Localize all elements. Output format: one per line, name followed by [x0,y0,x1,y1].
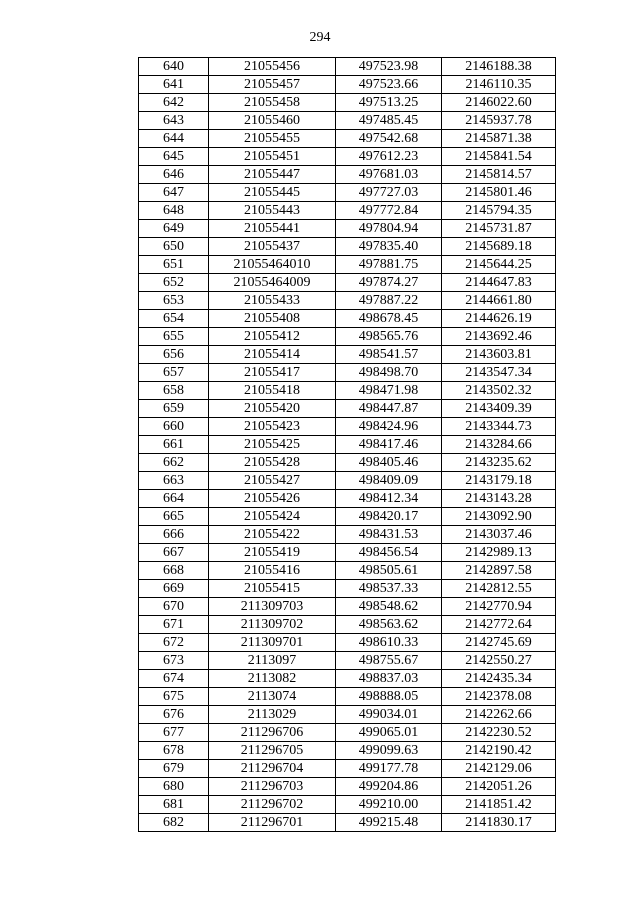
point-number-cell: 682 [139,814,209,832]
point-number-cell: 643 [139,112,209,130]
point-number-cell: 677 [139,724,209,742]
y-coordinate-cell: 2143603.81 [442,346,556,364]
point-id-cell: 211296702 [209,796,336,814]
table-row [139,94,556,112]
y-coordinate-cell: 2143409.39 [442,400,556,418]
table-row [139,418,556,436]
point-number-cell: 650 [139,238,209,256]
point-id-cell: 21055412 [209,328,336,346]
point-id-cell: 21055420 [209,400,336,418]
y-coordinate-cell: 2145794.35 [442,202,556,220]
point-id-cell: 21055414 [209,346,336,364]
table-row [139,166,556,184]
point-id-cell: 211309702 [209,616,336,634]
y-coordinate-cell: 2145644.25 [442,256,556,274]
point-id-cell: 21055426 [209,490,336,508]
y-coordinate-cell: 2145689.18 [442,238,556,256]
point-number-cell: 672 [139,634,209,652]
y-coordinate-cell: 2146188.38 [442,58,556,76]
point-number-cell: 661 [139,436,209,454]
table-row [139,256,556,274]
x-coordinate-cell: 498755.67 [336,652,442,670]
x-coordinate-cell: 499034.01 [336,706,442,724]
point-id-cell: 21055427 [209,472,336,490]
x-coordinate-cell: 498837.03 [336,670,442,688]
point-number-cell: 647 [139,184,209,202]
point-id-cell: 21055428 [209,454,336,472]
table-row [139,634,556,652]
y-coordinate-cell: 2144647.83 [442,274,556,292]
table-row [139,292,556,310]
point-id-cell: 21055423 [209,418,336,436]
point-id-cell: 21055464009 [209,274,336,292]
x-coordinate-cell: 497881.75 [336,256,442,274]
point-id-cell: 21055441 [209,220,336,238]
y-coordinate-cell: 2145801.46 [442,184,556,202]
x-coordinate-cell: 498417.46 [336,436,442,454]
point-number-cell: 640 [139,58,209,76]
x-coordinate-cell: 497804.94 [336,220,442,238]
point-id-cell: 21055415 [209,580,336,598]
y-coordinate-cell: 2142770.94 [442,598,556,616]
y-coordinate-cell: 2143344.73 [442,418,556,436]
x-coordinate-cell: 498565.76 [336,328,442,346]
point-number-cell: 654 [139,310,209,328]
point-number-cell: 659 [139,400,209,418]
point-id-cell: 21055437 [209,238,336,256]
y-coordinate-cell: 2144661.80 [442,292,556,310]
y-coordinate-cell: 2143143.28 [442,490,556,508]
table-row [139,238,556,256]
x-coordinate-cell: 497485.45 [336,112,442,130]
y-coordinate-cell: 2142262.66 [442,706,556,724]
point-id-cell: 21055416 [209,562,336,580]
x-coordinate-cell: 497835.40 [336,238,442,256]
point-id-cell: 2113074 [209,688,336,706]
y-coordinate-cell: 2142435.34 [442,670,556,688]
y-coordinate-cell: 2142812.55 [442,580,556,598]
point-id-cell: 21055418 [209,382,336,400]
point-number-cell: 655 [139,328,209,346]
point-number-cell: 674 [139,670,209,688]
point-id-cell: 21055451 [209,148,336,166]
x-coordinate-cell: 497887.22 [336,292,442,310]
x-coordinate-cell: 498409.09 [336,472,442,490]
x-coordinate-cell: 497727.03 [336,184,442,202]
point-number-cell: 664 [139,490,209,508]
x-coordinate-cell: 499215.48 [336,814,442,832]
point-id-cell: 21055422 [209,526,336,544]
table-row [139,688,556,706]
y-coordinate-cell: 2146110.35 [442,76,556,94]
point-id-cell: 21055455 [209,130,336,148]
table-row [139,706,556,724]
x-coordinate-cell: 498610.33 [336,634,442,652]
table-row [139,274,556,292]
x-coordinate-cell: 498548.62 [336,598,442,616]
point-number-cell: 648 [139,202,209,220]
x-coordinate-cell: 498505.61 [336,562,442,580]
x-coordinate-cell: 499177.78 [336,760,442,778]
point-id-cell: 21055424 [209,508,336,526]
point-number-cell: 645 [139,148,209,166]
point-number-cell: 676 [139,706,209,724]
x-coordinate-cell: 498563.62 [336,616,442,634]
point-number-cell: 646 [139,166,209,184]
y-coordinate-cell: 2143037.46 [442,526,556,544]
y-coordinate-cell: 2145841.54 [442,148,556,166]
point-id-cell: 21055464010 [209,256,336,274]
table-row [139,436,556,454]
point-number-cell: 673 [139,652,209,670]
table-row [139,184,556,202]
point-number-cell: 667 [139,544,209,562]
table-row [139,526,556,544]
x-coordinate-cell: 498541.57 [336,346,442,364]
y-coordinate-cell: 2141851.42 [442,796,556,814]
point-id-cell: 2113082 [209,670,336,688]
y-coordinate-cell: 2142550.27 [442,652,556,670]
table-row [139,724,556,742]
y-coordinate-cell: 2142745.69 [442,634,556,652]
y-coordinate-cell: 2142772.64 [442,616,556,634]
table-row [139,778,556,796]
point-number-cell: 678 [139,742,209,760]
point-number-cell: 651 [139,256,209,274]
table-row [139,382,556,400]
table-row [139,454,556,472]
x-coordinate-cell: 498412.34 [336,490,442,508]
point-id-cell: 21055447 [209,166,336,184]
point-number-cell: 665 [139,508,209,526]
x-coordinate-cell: 497523.98 [336,58,442,76]
y-coordinate-cell: 2142190.42 [442,742,556,760]
point-id-cell: 21055456 [209,58,336,76]
x-coordinate-cell: 497523.66 [336,76,442,94]
table-row [139,508,556,526]
table-row [139,220,556,238]
point-number-cell: 669 [139,580,209,598]
table-row [139,130,556,148]
point-number-cell: 652 [139,274,209,292]
y-coordinate-cell: 2143284.66 [442,436,556,454]
point-id-cell: 21055433 [209,292,336,310]
table-row [139,328,556,346]
table-row [139,58,556,76]
table-row [139,202,556,220]
x-coordinate-cell: 498447.87 [336,400,442,418]
x-coordinate-cell: 499210.00 [336,796,442,814]
point-number-cell: 671 [139,616,209,634]
point-number-cell: 660 [139,418,209,436]
x-coordinate-cell: 499099.63 [336,742,442,760]
x-coordinate-cell: 498498.70 [336,364,442,382]
point-id-cell: 21055445 [209,184,336,202]
point-id-cell: 21055457 [209,76,336,94]
table-row [139,616,556,634]
table-row [139,544,556,562]
table-row [139,364,556,382]
point-id-cell: 211296704 [209,760,336,778]
point-id-cell: 211309701 [209,634,336,652]
table-row [139,670,556,688]
x-coordinate-cell: 498424.96 [336,418,442,436]
point-number-cell: 666 [139,526,209,544]
table-row [139,760,556,778]
x-coordinate-cell: 498456.54 [336,544,442,562]
point-id-cell: 211296706 [209,724,336,742]
point-id-cell: 21055408 [209,310,336,328]
y-coordinate-cell: 2143502.32 [442,382,556,400]
table-row [139,346,556,364]
point-id-cell: 21055460 [209,112,336,130]
y-coordinate-cell: 2145731.87 [442,220,556,238]
table-row [139,814,556,832]
y-coordinate-cell: 2145814.57 [442,166,556,184]
table-row [139,796,556,814]
page-number: 294 [309,30,331,45]
x-coordinate-cell: 498888.05 [336,688,442,706]
x-coordinate-cell: 499065.01 [336,724,442,742]
table-body [139,58,556,832]
point-id-cell: 211296705 [209,742,336,760]
point-id-cell: 21055458 [209,94,336,112]
y-coordinate-cell: 2146022.60 [442,94,556,112]
table-row [139,76,556,94]
y-coordinate-cell: 2141830.17 [442,814,556,832]
y-coordinate-cell: 2143547.34 [442,364,556,382]
y-coordinate-cell: 2142230.52 [442,724,556,742]
point-id-cell: 2113029 [209,706,336,724]
point-number-cell: 658 [139,382,209,400]
point-id-cell: 211296701 [209,814,336,832]
point-number-cell: 663 [139,472,209,490]
x-coordinate-cell: 498405.46 [336,454,442,472]
point-id-cell: 21055417 [209,364,336,382]
point-number-cell: 649 [139,220,209,238]
x-coordinate-cell: 497542.68 [336,130,442,148]
x-coordinate-cell: 497681.03 [336,166,442,184]
x-coordinate-cell: 498678.45 [336,310,442,328]
x-coordinate-cell: 498420.17 [336,508,442,526]
y-coordinate-cell: 2143179.18 [442,472,556,490]
point-number-cell: 657 [139,364,209,382]
point-number-cell: 668 [139,562,209,580]
point-number-cell: 644 [139,130,209,148]
point-number-cell: 642 [139,94,209,112]
x-coordinate-cell: 497612.23 [336,148,442,166]
point-number-cell: 641 [139,76,209,94]
y-coordinate-cell: 2142051.26 [442,778,556,796]
table-row [139,112,556,130]
point-number-cell: 675 [139,688,209,706]
x-coordinate-cell: 497772.84 [336,202,442,220]
point-number-cell: 680 [139,778,209,796]
table-row [139,310,556,328]
x-coordinate-cell: 498537.33 [336,580,442,598]
point-id-cell: 211296703 [209,778,336,796]
table-row [139,742,556,760]
point-id-cell: 21055443 [209,202,336,220]
table-row [139,652,556,670]
table-row [139,562,556,580]
y-coordinate-cell: 2142129.06 [442,760,556,778]
y-coordinate-cell: 2143092.90 [442,508,556,526]
point-id-cell: 21055419 [209,544,336,562]
point-id-cell: 2113097 [209,652,336,670]
table-row [139,490,556,508]
y-coordinate-cell: 2143235.62 [442,454,556,472]
x-coordinate-cell: 498431.53 [336,526,442,544]
y-coordinate-cell: 2142989.13 [442,544,556,562]
point-number-cell: 662 [139,454,209,472]
point-number-cell: 670 [139,598,209,616]
y-coordinate-cell: 2145871.38 [442,130,556,148]
y-coordinate-cell: 2144626.19 [442,310,556,328]
x-coordinate-cell: 499204.86 [336,778,442,796]
point-id-cell: 211309703 [209,598,336,616]
point-number-cell: 679 [139,760,209,778]
y-coordinate-cell: 2142897.58 [442,562,556,580]
table-row [139,148,556,166]
point-number-cell: 681 [139,796,209,814]
x-coordinate-cell: 497874.27 [336,274,442,292]
point-number-cell: 653 [139,292,209,310]
y-coordinate-cell: 2142378.08 [442,688,556,706]
x-coordinate-cell: 497513.25 [336,94,442,112]
coordinates-table [138,57,556,832]
x-coordinate-cell: 498471.98 [336,382,442,400]
point-number-cell: 656 [139,346,209,364]
table-row [139,400,556,418]
y-coordinate-cell: 2145937.78 [442,112,556,130]
point-id-cell: 21055425 [209,436,336,454]
table-row [139,598,556,616]
table-row [139,580,556,598]
table-row [139,472,556,490]
y-coordinate-cell: 2143692.46 [442,328,556,346]
